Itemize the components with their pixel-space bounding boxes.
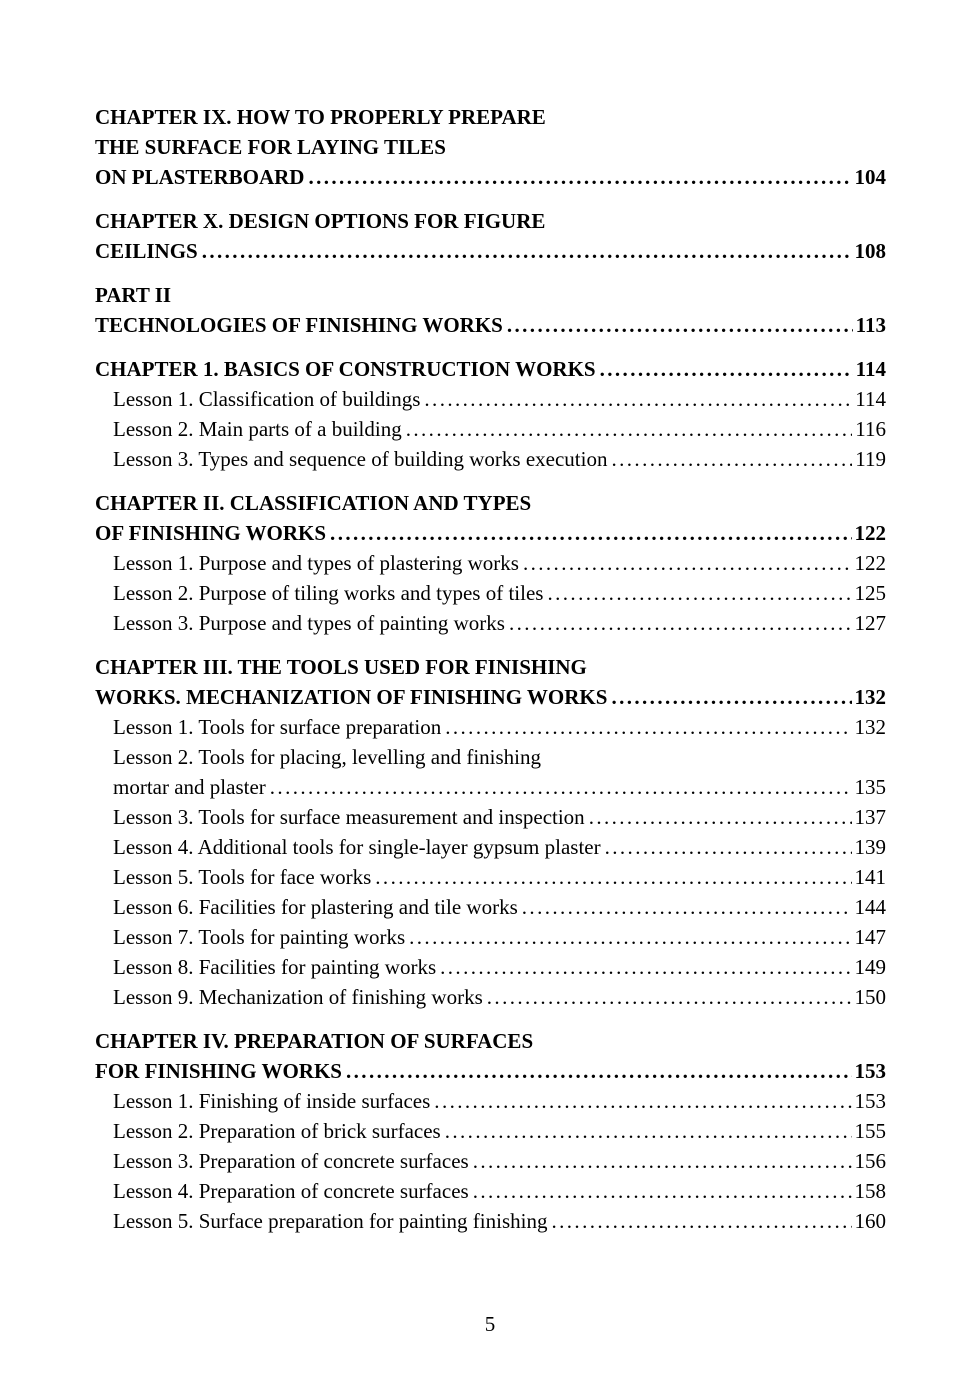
toc-entry-page: 119 [855, 447, 886, 471]
toc-entry-title: Lesson 9. Mechanization of finishing works [113, 985, 483, 1009]
dot-leader [551, 1206, 851, 1236]
toc-entry-title: Lesson 6. Facilities for plastering and tile works [113, 895, 518, 919]
toc-entry-line: THE SURFACE FOR LAYING TILES [95, 135, 446, 159]
toc-entry-page: 144 [854, 895, 886, 919]
toc-entry-chapter [95, 206, 886, 266]
toc-entry-title: Lesson 3. Purpose and types of painting works [113, 611, 505, 635]
toc-entry-page: 137 [854, 805, 886, 829]
toc-entry-lastline [113, 982, 886, 1012]
toc-entry-lesson [95, 548, 886, 578]
toc-entry-page: 122 [854, 551, 886, 575]
toc-entry-title: TECHNOLOGIES OF FINISHING WORKS [95, 313, 503, 337]
toc-entry-lesson [95, 1176, 886, 1206]
toc-entry-title: CEILINGS [95, 239, 198, 263]
toc-entry-lesson [95, 712, 886, 742]
toc-entry-page: 113 [855, 313, 886, 337]
toc-entry-lastline [95, 310, 886, 340]
toc-entry-chapter [95, 280, 886, 340]
toc-entry-title: Lesson 1. Purpose and types of plastering works [113, 551, 519, 575]
toc-entry-title: Lesson 1. Finishing of inside surfaces [113, 1089, 431, 1113]
dot-leader [202, 236, 852, 266]
dot-leader [445, 712, 851, 742]
dot-leader [346, 1056, 852, 1086]
toc-entry-page: 141 [854, 865, 886, 889]
toc-entry-title: FOR FINISHING WORKS [95, 1059, 342, 1083]
dot-leader [611, 682, 851, 712]
toc-entry-title: Lesson 4. Additional tools for single-layer gypsum plaster [113, 835, 601, 859]
toc-entry-lesson [95, 414, 886, 444]
toc-entry-lesson [95, 892, 886, 922]
toc-entry-lastline [113, 608, 886, 638]
toc-entry-title: Lesson 4. Preparation of concrete surfaces [113, 1179, 469, 1203]
toc-entry-lastline [113, 1176, 886, 1206]
page-number: 5 [484, 1312, 496, 1336]
toc-entry-lesson [95, 1116, 886, 1146]
toc-entry-title: Lesson 2. Purpose of tiling works and types of tiles [113, 581, 544, 605]
dot-leader [605, 832, 852, 862]
toc-entry-title: Lesson 3. Preparation of concrete surfaces [113, 1149, 469, 1173]
dot-leader [440, 952, 851, 982]
toc-entry-line: CHAPTER II. CLASSIFICATION AND TYPES [95, 491, 532, 515]
toc-entry-lastline [113, 384, 886, 414]
toc-entry-page: 104 [854, 165, 886, 189]
toc-entry-page: 122 [854, 521, 886, 545]
toc-entry-lastline [113, 414, 886, 444]
toc-entry-chapter [95, 102, 886, 192]
toc-entry-lastline [113, 1116, 886, 1146]
toc-entry-title: Lesson 1. Classification of buildings [113, 387, 421, 411]
toc-entry-page: 155 [854, 1119, 886, 1143]
toc-entry-lastline [113, 892, 886, 922]
toc-entry-lastline [113, 578, 886, 608]
toc-entry-page: 116 [855, 417, 886, 441]
toc-entry-page: 108 [854, 239, 886, 263]
toc-entry-title: CHAPTER 1. BASICS OF CONSTRUCTION WORKS [95, 357, 596, 381]
toc-entry-line: CHAPTER III. THE TOOLS USED FOR FINISHING [95, 655, 587, 679]
toc-entry-page: 153 [854, 1089, 886, 1113]
toc-entry-lesson [95, 608, 886, 638]
toc-entry-chapter [95, 488, 886, 548]
dot-leader [375, 862, 851, 892]
dot-leader [547, 578, 851, 608]
toc-entry-lastline [113, 862, 886, 892]
toc-entry-lesson [95, 578, 886, 608]
toc-entry-title: Lesson 8. Facilities for painting works [113, 955, 437, 979]
toc-entry-lesson [95, 802, 886, 832]
toc-entry-title: Lesson 2. Main parts of a building [113, 417, 402, 441]
dot-leader [473, 1146, 852, 1176]
dot-leader [487, 982, 852, 1012]
toc-entry-page: 127 [854, 611, 886, 635]
toc-entry-title: WORKS. MECHANIZATION OF FINISHING WORKS [95, 685, 608, 709]
toc-entry-title: Lesson 2. Preparation of brick surfaces [113, 1119, 441, 1143]
toc-entry-lastline [113, 1146, 886, 1176]
toc-entry-lastline [113, 832, 886, 862]
toc-entry-lastline [113, 1086, 886, 1116]
toc-entry-page: 139 [854, 835, 886, 859]
toc-entry-chapter [95, 652, 886, 712]
toc-entry-title: Lesson 1. Tools for surface preparation [113, 715, 442, 739]
toc-entry-page: 135 [854, 775, 886, 799]
toc-entry-page: 153 [854, 1059, 886, 1083]
toc-entry-lastline [113, 952, 886, 982]
toc-entry-page: 147 [854, 925, 886, 949]
toc-entry-lastline [113, 1206, 886, 1236]
dot-leader [406, 414, 853, 444]
toc-entry-lesson [95, 952, 886, 982]
toc-entry-page: 160 [854, 1209, 886, 1233]
dot-leader [434, 1086, 851, 1116]
toc-entry-lastline [113, 802, 886, 832]
toc-entry-lesson [95, 982, 886, 1012]
toc-entry-lastline [95, 354, 886, 384]
toc-entry-title: Lesson 3. Tools for surface measurement and inspection [113, 805, 585, 829]
toc-entry-lastline [95, 682, 886, 712]
toc-entry-lastline [113, 548, 886, 578]
dot-leader [589, 802, 852, 832]
toc-entry-title: ON PLASTERBOARD [95, 165, 305, 189]
toc-entry-lastline [95, 236, 886, 266]
toc-entry-lesson [95, 444, 886, 474]
toc-entry-title: OF FINISHING WORKS [95, 521, 327, 545]
toc-entry-title: Lesson 5. Surface preparation for painting finishing [113, 1209, 548, 1233]
toc-entry-page: 125 [854, 581, 886, 605]
toc-entry-page: 132 [854, 715, 886, 739]
toc-entry-line: CHAPTER IX. HOW TO PROPERLY PREPARE [95, 105, 546, 129]
dot-leader [473, 1176, 852, 1206]
dot-leader [509, 608, 852, 638]
toc-entry-lastline [113, 444, 886, 474]
dot-leader [523, 548, 852, 578]
dot-leader [611, 444, 852, 474]
toc-entry-lesson [95, 832, 886, 862]
dot-leader [270, 772, 852, 802]
toc-entry-lastline [95, 1056, 886, 1086]
toc-entry-line: PART II [95, 283, 172, 307]
toc-entry-page: 132 [854, 685, 886, 709]
dot-leader [330, 518, 851, 548]
toc-entry-title: Lesson 5. Tools for face works [113, 865, 372, 889]
toc-entry-line: Lesson 2. Tools for placing, levelling and finishing [113, 745, 541, 769]
dot-leader [424, 384, 852, 414]
toc-entry-line: CHAPTER IV. PREPARATION OF SURFACES [95, 1029, 534, 1053]
toc-entry-page: 114 [855, 357, 886, 381]
toc-entry-lesson [95, 384, 886, 414]
dot-leader [507, 310, 853, 340]
toc-entry-lastline [113, 712, 886, 742]
toc-entry-page: 150 [854, 985, 886, 1009]
toc-entry-chapter [95, 354, 886, 384]
toc-entry-lesson [95, 922, 886, 952]
toc-entry-lesson [95, 1206, 886, 1236]
toc-entry-lastline [95, 162, 886, 192]
toc-entry-chapter [95, 1026, 886, 1086]
toc-entry-lastline [113, 772, 886, 802]
dot-leader [308, 162, 851, 192]
toc-entry-lesson [95, 862, 886, 892]
toc-list [95, 102, 886, 1236]
toc-entry-lesson [95, 1086, 886, 1116]
toc-entry-page: 114 [855, 387, 886, 411]
toc-entry-lesson [95, 742, 886, 802]
toc-entry-page: 156 [854, 1149, 886, 1173]
toc-entry-title: mortar and plaster [113, 775, 266, 799]
toc-entry-lastline [113, 922, 886, 952]
toc-entry-page: 149 [854, 955, 886, 979]
toc-entry-lesson [95, 1146, 886, 1176]
toc-entry-page: 158 [854, 1179, 886, 1203]
toc-entry-title: Lesson 3. Types and sequence of building works execution [113, 447, 608, 471]
dot-leader [600, 354, 853, 384]
dot-leader [445, 1116, 852, 1146]
dot-leader [409, 922, 851, 952]
toc-entry-line: CHAPTER X. DESIGN OPTIONS FOR FIGURE [95, 209, 546, 233]
toc-entry-lastline [95, 518, 886, 548]
toc-entry-title: Lesson 7. Tools for painting works [113, 925, 406, 949]
dot-leader [522, 892, 852, 922]
